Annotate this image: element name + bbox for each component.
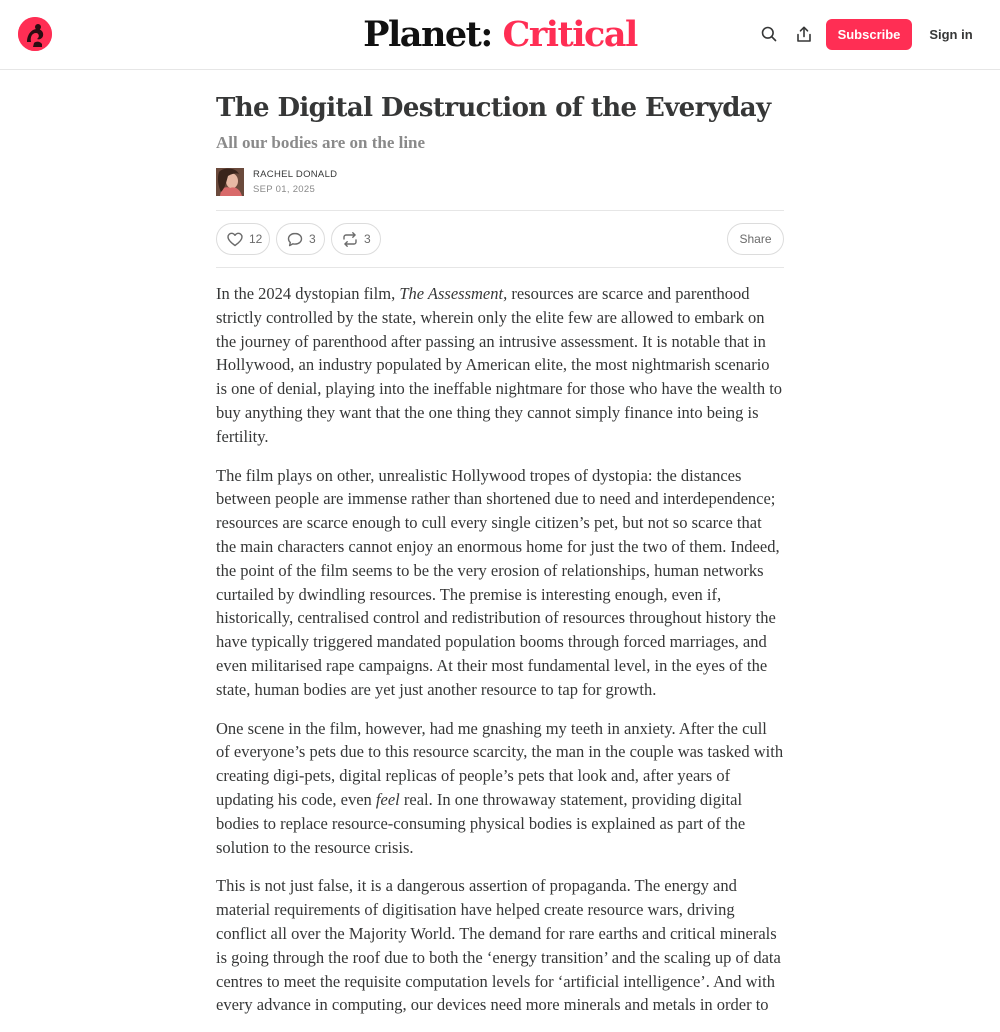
like-button[interactable] [216,223,270,255]
share-button-header[interactable] [792,22,816,46]
author-name[interactable]: RACHEL DONALD [253,169,338,180]
paragraph-1 [216,282,784,449]
article [216,70,784,1032]
paragraph-3 [216,717,784,860]
comment-icon [287,232,303,247]
author-avatar[interactable] [216,168,244,196]
search-icon [761,26,777,42]
restack-button[interactable] [331,223,381,255]
post-body [216,282,784,1017]
comment-count: 3 [309,232,316,246]
paragraph-3-end: real. In one throwaway statement, providing digital bodies to replace resource-consuming physical bodies is explained as part of the solution to the resource crisis. [216,789,746,857]
feel-italic: feel [375,789,400,809]
publication-separator: : [480,14,492,55]
avatar-image [216,168,244,196]
heart-icon [227,232,243,247]
post-title: The Digital Destruction of the Everyday [216,93,771,123]
paragraph-3-start: One scene in the film, however, had me gnashing my teeth in anxiety. After the cull of everyone’s pets due to this resource scarcity, the man in the couple was tasked with creating digi-pets, digital replicas of people’s pets that look and, after years of updating his code, even [216,718,784,809]
restack-icon [342,232,358,247]
comment-button[interactable] [276,223,325,255]
post-subtitle: All our bodies are on the line [216,133,426,152]
sign-in-button[interactable]: Sign in [929,27,973,42]
film-title-italic: The Assessment, [399,284,508,303]
paragraph-2: The film plays on other, unrealistic Hollywood tropes of dystopia: the distances between people are immense rather than shortened due to need and interdependence; resources are scarce enough to cull every single citizen’s pet, but not so scarce that the main characters cannot enjoy an enormous home for just the two of them. Indeed, the point of the film seems to be the very erosion of relationships, human networks curtailed by dwindling resources. The premise is interesting enough, even if, historically, centralised control and redistribution of resources throughout history the have typically triggered mandated population booms through forced marriages, and even militarised rape campaigns. At their most fundamental level, in the eyes of the state, human bodies are yet just another resource to tap for growth. [216,465,780,699]
paragraph-4: This is not just false, it is a dangerous assertion of propaganda. The energy and material requirements of digitisation have helped create resource wars, driving conflict all over the Majority World. The demand for rare earths and critical minerals is going through the roof due to both the ‘energy transition’ and the scaling up of data centres to meet the requisite computation levels for ‘artificial intelligence’. And with every advance in computing, our devices need more minerals and metals in order to [216,876,781,1015]
share-button[interactable]: Share [727,223,784,255]
post-action-bar [216,210,784,268]
share-icon [796,26,812,43]
like-count: 12 [249,232,263,246]
restack-count: 3 [364,232,371,246]
publication-name: Planet [363,14,481,55]
post-date: SEP 01, 2025 [253,184,316,195]
byline [216,168,784,198]
paragraph-1-end: resources are scarce and parenthood strictly controlled by the state, wherein only the elite few are allowed to embark on the journey of parenthood after passing an intrusive assessment. It is notable that in Hollywood, an industry populated by American elite, the most nightmarish scenario is one of denial, playing into the ineffable nightmare for those who have the wealth to buy anything they want that the one thing they cannot simply finance into being is fertility. [216,284,783,446]
paragraph-1-start: In the 2024 dystopian film, [216,284,400,303]
top-navigation-bar [0,0,1000,70]
subscribe-button[interactable]: Subscribe [826,19,912,50]
publication-name-accent: Critical [502,14,637,55]
search-button[interactable] [757,22,781,46]
